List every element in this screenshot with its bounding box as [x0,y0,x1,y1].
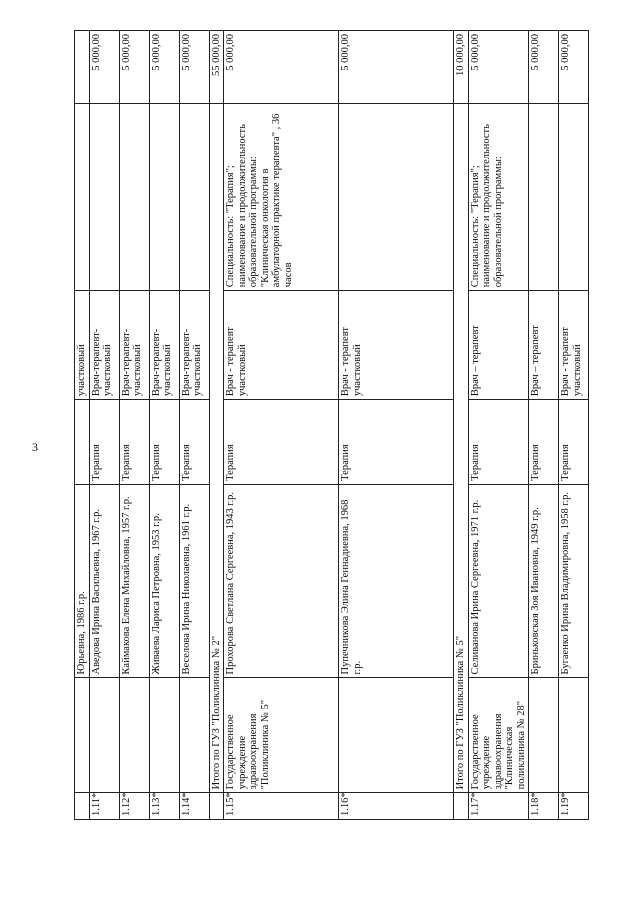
person-name-cell: Каймакова Елена Михайловна, 1957 г.р. [119,484,149,678]
person-name-cell: Пупечникова Элина Геннадиевна, 1968 г.р. [339,484,454,678]
table-row [454,31,469,820]
specialty-cell: Терапия [529,400,559,485]
organization-cell [559,678,589,793]
total-amount-cell: 55 000,00 [209,31,224,104]
person-name-cell: Бриньковская Зоя Ивановна, 1949 г.р. [529,484,559,678]
education-cell [149,103,179,291]
specialty-cell: Терапия [339,400,454,485]
table-row [468,31,529,820]
table-row [75,31,90,820]
education-cell [529,103,559,291]
row-number-cell: 1.17* [468,793,529,820]
person-name-cell: Веселова Ирина Николаевна, 1961 г.р. [179,484,209,678]
education-cell [75,103,90,291]
amount-cell: 5 000,00 [224,31,339,104]
person-name-cell: Аведова Ирина Васильевна, 1967 г.р. [89,484,119,678]
table-row [339,31,454,820]
row-number-cell: 1.11* [89,793,119,820]
amount-cell: 5 000,00 [559,31,589,104]
specialty-cell: Терапия [149,400,179,485]
person-name-cell: Селиванова Ирина Сергеевна, 1971 г.р. [468,484,529,678]
specialty-cell: Терапия [89,400,119,485]
position-cell: Врач - терапевт участковый [559,291,589,400]
table-row [209,31,224,820]
education-cell [179,103,209,291]
table-row [559,31,589,820]
amount-cell: 5 000,00 [529,31,559,104]
row-number-cell: 1.16* [339,793,454,820]
specialty-cell: Терапия [119,400,149,485]
education-cell [339,103,454,291]
education-cell [559,103,589,291]
organization-cell: Государственное учреждение здравоохранения "Клиническая поликлиника № 28" [468,678,529,793]
amount-cell: 5 000,00 [179,31,209,104]
row-number-cell: 1.12* [119,793,149,820]
awards-table [74,30,589,820]
row-number-cell [454,793,469,820]
organization-cell [75,678,90,793]
amount-cell: 5 000,00 [89,31,119,104]
education-cell [89,103,119,291]
amount-cell: 5 000,00 [339,31,454,104]
position-cell: Врач-терапевт-участковый [179,291,209,400]
organization-cell: Государственное учреждение здравоохранения "Поликлиника № 5" [224,678,339,793]
total-amount-cell: 10 000,00 [454,31,469,104]
organization-cell [149,678,179,793]
page-number: 3 [32,440,38,454]
row-number-cell: 1.14* [179,793,209,820]
position-cell: Врач – терапевт [468,291,529,400]
row-number-cell: 1.19* [559,793,589,820]
total-label-cell: Итого по ГУЗ "Поликлиника № 5" [454,103,469,793]
position-cell: участковый [75,291,90,400]
position-cell: Врач – терапевт [529,291,559,400]
specialty-cell: Терапия [179,400,209,485]
amount-cell: 5 000,00 [119,31,149,104]
organization-cell [119,678,149,793]
person-name-cell: Прохорова Светлана Сергеевна, 1943 г.р. [224,484,339,678]
person-name-cell: Бугаенко Ирина Владимировна, 1958 г.р. [559,484,589,678]
row-number-cell: 1.15* [224,793,339,820]
table-body [75,31,589,820]
position-cell: Врач - терапевт участковый [339,291,454,400]
table-row [224,31,339,820]
table-row [179,31,209,820]
row-number-cell: 1.13* [149,793,179,820]
education-cell: Специальность: "Терапия"; наименование и продолжительность образовательной программы: "Клиническая онкология в амбулаторной практике терапевта" , 36 часов [224,103,339,291]
amount-cell [75,31,90,104]
amount-cell: 5 000,00 [468,31,529,104]
table-row [149,31,179,820]
specialty-cell: Терапия [468,400,529,485]
total-label-cell: Итого по ГУЗ "Поликлиника № 2" [209,103,224,793]
row-number-cell [209,793,224,820]
specialty-cell [75,400,90,485]
organization-cell [339,678,454,793]
table-row [89,31,119,820]
position-cell: Врач-терапевт-участковый [119,291,149,400]
person-name-cell: Юрьевна, 1986 г.р. [75,484,90,678]
table-row [119,31,149,820]
organization-cell [179,678,209,793]
organization-cell [529,678,559,793]
position-cell: Врач-терапевт-участковый [89,291,119,400]
position-cell: Врач - терапевт участковый [224,291,339,400]
education-cell [119,103,149,291]
position-cell: Врач-терапевт-участковый [149,291,179,400]
specialty-cell: Терапия [224,400,339,485]
row-number-cell: 1.18* [529,793,559,820]
education-cell: Специальность: "Терапия"; наименование и продолжительность образовательной программы: [468,103,529,291]
amount-cell: 5 000,00 [149,31,179,104]
row-number-cell [75,793,90,820]
rotated-table-page [74,30,583,820]
person-name-cell: Живаева Лариса Петровна, 1953 г.р. [149,484,179,678]
organization-cell [89,678,119,793]
table-row [529,31,559,820]
specialty-cell: Терапия [559,400,589,485]
